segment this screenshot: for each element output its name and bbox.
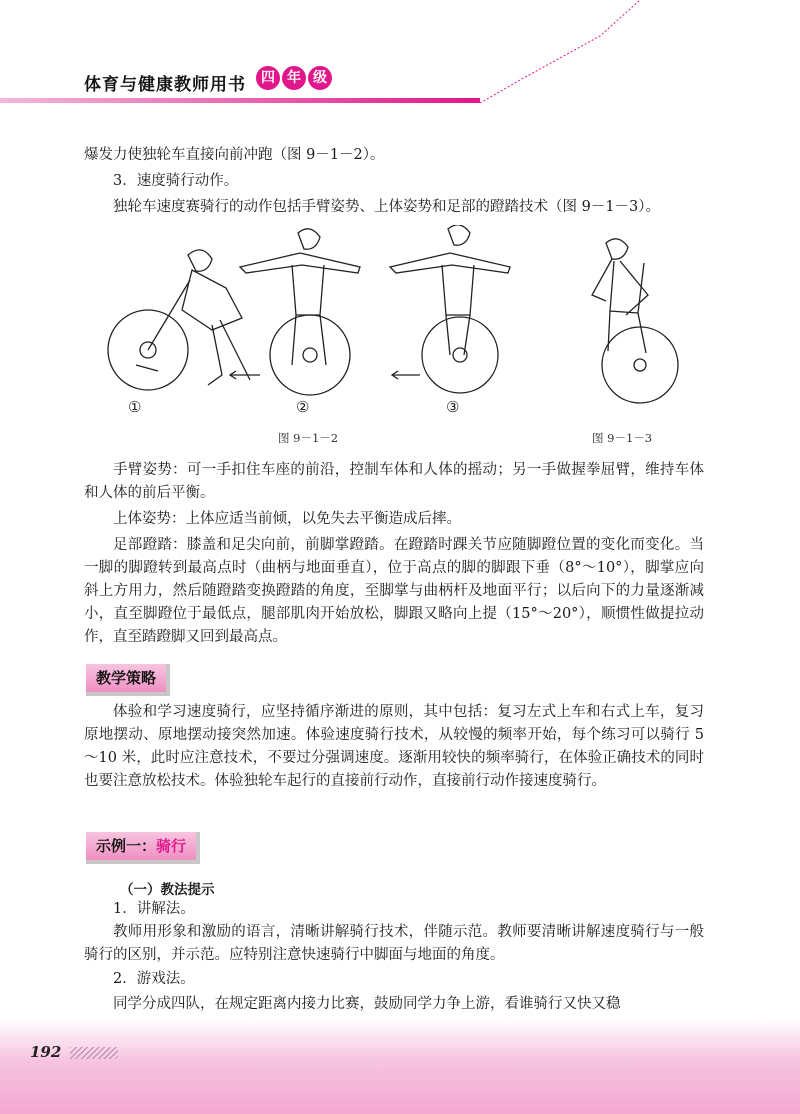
section-heading-text: 教学策略 [96,669,157,687]
example-heading [86,832,200,864]
step-marker: ② [296,398,310,416]
footer-band [0,1018,800,1114]
rider-illustration-4 [592,239,678,403]
paragraph: 上体姿势：上体应适当前倾，以免失去平衡造成后摔。 [113,511,461,527]
figure-caption: 图 9－1－3 [592,431,653,445]
rider-illustration-1 [108,250,250,390]
grade-char: 级 [308,66,332,90]
grade-char: 四 [256,66,280,90]
paragraph: 同学分成四队，在规定距离内接力比赛，鼓励同学力争上游，看谁骑行又快又稳 [113,996,621,1012]
page-number: 192 [30,1043,62,1061]
step-marker: ③ [446,398,460,416]
grade-badge [256,66,332,90]
paragraph: 教师用形象和激励的语言，清晰讲解骑行技术，伴随示范。教师要清晰讲解速度骑行与一般骑行的区别，并示范。应特别注意快速骑行中脚面与地面的角度。 [84,924,704,963]
example-title: 骑行 [156,837,187,855]
paragraph: 1．讲解法。 [113,901,195,917]
book-title: 体育与健康教师用书 [84,75,246,95]
paragraph: 手臂姿势：可一手扣住车座的前沿，控制车体和人体的摇动；另一手做握拳屈臂，维持车体和人体的前后平衡。 [84,462,704,501]
paragraph: 足部蹬踏：膝盖和足尖向前，前脚掌蹬踏。在蹬踏时踝关节应随脚蹬位置的变化而变化。当一脚的脚蹬转到最高点时（曲柄与地面垂直），位于高点的脚的脚跟下垂（8°～10°），脚掌应向斜上方用力，然后随蹬踏变换蹬踏的角度，至脚掌与曲柄杆及地面平行；以后向下的力量逐渐减小，直至脚蹬位于最低点，腿部肌肉开始放松，脚跟又略向上提（15°～20°），顺惯性做提拉动作，直至踏蹬脚又回到最高点。 [84,537,704,645]
unicycle-figure [80,225,720,420]
paragraph: 爆发力使独轮车直接向前冲跑（图 9－1－2）。 [84,147,385,163]
step-marker: ① [128,398,142,416]
figure-caption: 图 9－1－2 [278,431,339,445]
paragraph: 体验和学习速度骑行，应坚持循序渐进的原则，其中包括：复习左式上车和右式上车，复习原地摆动、原地摆动接突然加速。体验速度骑行技术，从较慢的频率开始，每个练习可以骑行 5～10 米，此时应注意技术，不要过分强调速度。逐渐用较快的频率骑行，在体验正确技术的同时也要注意放松技术。体验独轮车起行的直接前行动作，直接前行动作接速度骑行。 [84,704,704,789]
footer-hatch [70,1047,118,1059]
rider-illustration-3 [390,225,510,393]
paragraph: 3．速度骑行动作。 [113,173,239,189]
grade-char: 年 [282,66,306,90]
subheading: （一）教法提示 [120,882,215,898]
example-prefix: 示例一： [96,837,157,855]
paragraph: 2．游戏法。 [113,971,195,987]
section-heading [86,664,170,696]
rider-illustration-2 [230,229,360,395]
header-rule [0,98,480,103]
paragraph: 独轮车速度赛骑行的动作包括手臂姿势、上体姿势和足部的蹬踏技术（图 9－1－3）。 [113,199,661,215]
